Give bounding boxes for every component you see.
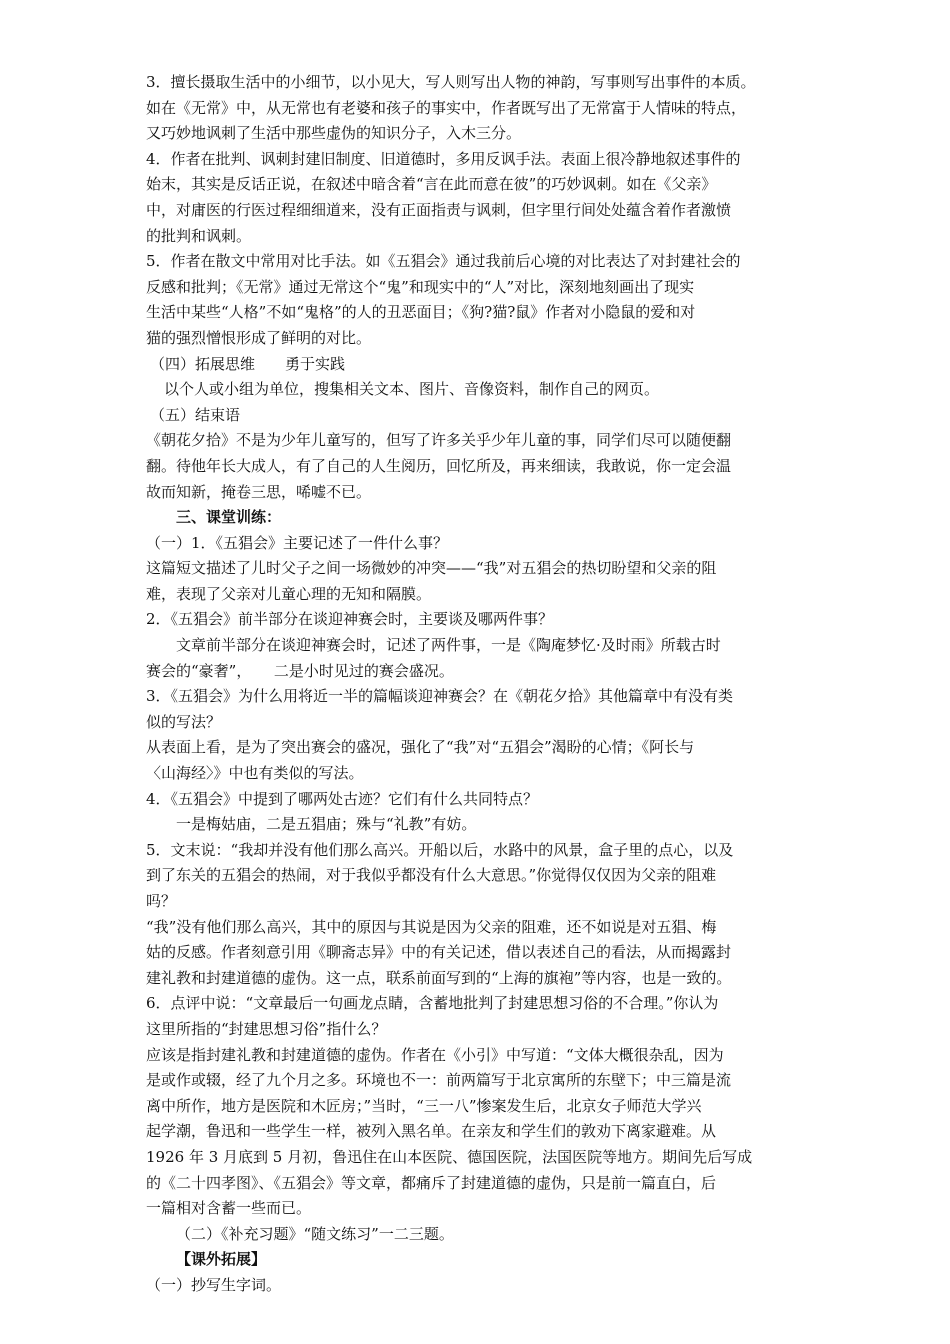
text-line: 5．作者在散文中常用对比手法。如《五猖会》通过我前后心境的对比表达了对封建社会的 — [146, 252, 741, 271]
text-line: 文章前半部分在谈迎神赛会时，记述了两件事，一是《陶庵梦忆·及时雨》所载古时 — [176, 636, 721, 655]
text-line: 3．擅长摄取生活中的小细节，以小见大，写人则写出人物的神韵，写事则写出事件的本质。 — [146, 73, 756, 91]
text-line: 生活中某些“人格”不如“鬼格”的人的丑恶面目；《狗?猫?鼠》作者对小隐鼠的爱和对 — [146, 303, 696, 322]
text-line: 4．作者在批判、讽刺封建旧制度、旧道德时，多用反讽手法。表面上很冷静地叙述事件的 — [146, 149, 741, 168]
text-line: 中，对庸医的行医过程细细道来，没有正面指责与讽刺，但字里行间处处蕴含着作者激愤 — [146, 200, 732, 219]
text-line: 故而知新，掩卷三思，唏嘘不已。 — [146, 482, 372, 501]
text-line: （四）拓展思维 勇于实践 — [150, 354, 346, 373]
text-line: 翻。待他年长大成人，有了自己的人生阅历，回忆所及，再来细读，我敢说，你一定会温 — [146, 456, 732, 475]
text-line: （五）结束语 — [150, 405, 241, 424]
text-line: 以个人或小组为单位，搜集相关文本、图片、音像资料，制作自己的网页。 — [164, 380, 660, 399]
text-line: 建礼教和封建道德的虚伪。这一点，联系前面写到的“上海的旗袍”等内容，也是一致的。 — [146, 968, 732, 987]
text-line: 2．《五猖会》前半部分在谈迎神赛会时，主要谈及哪两件事？ — [146, 610, 554, 629]
section-heading: 三、课堂训练： — [176, 508, 282, 527]
text-line: 6．点评中说：“文章最后一句画龙点睛，含蓄地批判了封建思想习俗的不合理。”你认为 — [146, 994, 719, 1013]
text-line: “我”没有他们那么高兴，其中的原因与其说是因为父亲的阻难，还不如说是对五猖、梅 — [146, 917, 717, 936]
text-line: 一是梅姑庙，二是五猖庙；殊与“礼教”有妨。 — [176, 815, 477, 834]
text-line: 4．《五猖会》中提到了哪两处古迹？它们有什么共同特点？ — [146, 789, 539, 808]
text-line: 3．《五猖会》为什么用将近一半的篇幅谈迎神赛会？在《朝花夕拾》其他篇章中有没有类 — [146, 687, 734, 706]
text-line: 如在《无常》中，从无常也有老婆和孩子的事实中，作者既写出了无常富于人情味的特点， — [146, 98, 747, 117]
document-page — [146, 70, 834, 1299]
text-line: （二）《补充习题》“随文练习”一二三题。 — [176, 1224, 454, 1243]
text-line: 的批判和讽刺。 — [146, 226, 252, 245]
text-line: 〈山海经〉》中也有类似的写法。 — [146, 764, 364, 783]
text-line: 难，表现了父亲对儿童心理的无知和隔膜。 — [146, 584, 432, 603]
text-line: 姑的反感。作者刻意引用《聊斋志异》中的有关记述，借以表述自己的看法，从而揭露封 — [146, 943, 732, 962]
text-line: 始末，其实是反话正说，在叙述中暗含着“言在此而意在彼”的巧妙讽刺。如在《父亲》 — [146, 175, 717, 194]
text-line: 1926 年 3 月底到 5 月初，鲁迅住在山本医院、德国医院，法国医院等地方。期间先后写成 — [146, 1147, 753, 1166]
text-line: 赛会的“豪奢”， 二是小时见过的赛会盛况。 — [146, 661, 454, 680]
text-line: （一）抄写生字词。 — [146, 1275, 282, 1294]
text-line: 《朝花夕拾》不是为少年儿童写的，但写了许多关乎少年儿童的事，同学们尽可以随便翻 — [146, 431, 732, 450]
text-line: 是或作或辍，经了九个月之多。环境也不一：前两篇写于北京寓所的东壁下；中三篇是流 — [146, 1071, 732, 1090]
text-line: 这篇短文描述了儿时父子之间一场微妙的冲突——“我”对五猖会的热切盼望和父亲的阻 — [146, 559, 717, 578]
text-line: 从表面上看，是为了突出赛会的盛况，强化了“我”对“五猖会”渴盼的心情；《阿长与 — [146, 738, 695, 757]
text-line: 的《二十四孝图》、《五猖会》等文章，都痛斥了封建道德的虚伪，只是前一篇直白，后 — [146, 1173, 717, 1192]
section-heading: 【课外拓展】 — [176, 1250, 267, 1269]
text-line: 一篇相对含蓄一些而已。 — [146, 1199, 312, 1218]
text-line: 起学潮，鲁迅和一些学生一样，被列入黑名单。在亲友和学生们的敦劝下离家避难。从 — [146, 1122, 717, 1141]
text-line: 5．文末说：“我却并没有他们那么高兴。开船以后，水路中的风景，盒子里的点心，以及 — [146, 840, 734, 859]
text-line: 似的写法？ — [146, 712, 222, 731]
text-line: 到了东关的五猖会的热闹，对于我似乎都没有什么大意思。”你觉得仅仅因为父亲的阻难 — [146, 866, 717, 885]
text-line: 吗？ — [146, 892, 177, 910]
text-line: 又巧妙地讽刺了生活中那些虚伪的知识分子，入木三分。 — [146, 124, 522, 143]
text-line: （一）1．《五猖会》主要记述了一件什么事？ — [146, 533, 449, 552]
text-line: 反感和批判；《无常》通过无常这个“鬼”和现实中的“人”对比，深刻地刻画出了现实 — [146, 277, 695, 296]
text-line: 猫的强烈憎恨形成了鲜明的对比。 — [146, 328, 372, 347]
text-line: 应该是指封建礼教和封建道德的虚伪。作者在《小引》中写道：“文体大概很杂乱，因为 — [146, 1045, 724, 1064]
text-line: 这里所指的“封建思想习俗”指什么？ — [146, 1019, 387, 1038]
text-line: 离中所作，地方是医院和木匠房；”当时，“三一八”惨案发生后，北京女子师范大学兴 — [146, 1096, 702, 1115]
